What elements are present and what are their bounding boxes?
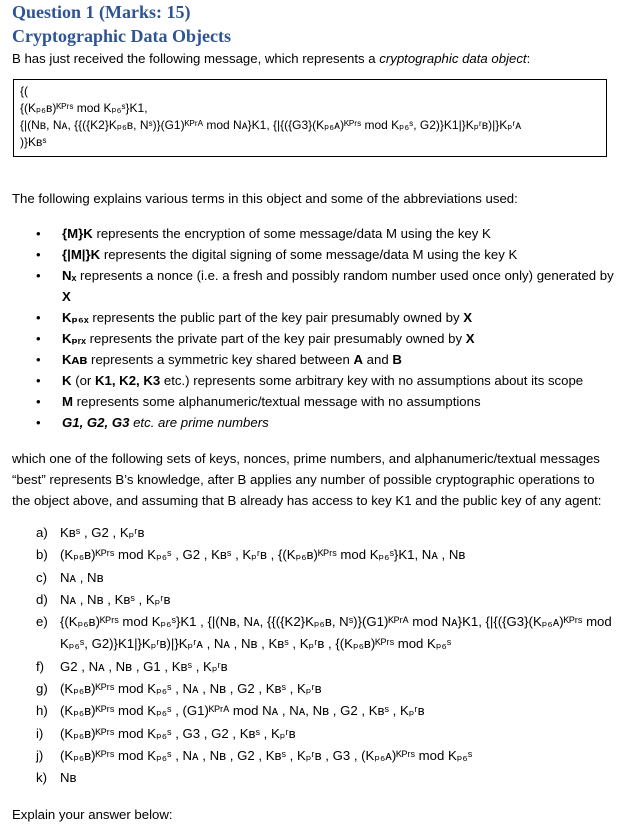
- list-item: • {M}K represents the encryption of some message/data M using the key K: [36, 226, 491, 241]
- list-item: • {|M|}K represents the digital signing of some message/data M using the key K: [36, 247, 518, 262]
- question-line-2: “best” represents B’s knowledge, after B applies any number of possible cryptographic operations to: [12, 472, 595, 487]
- option-g[interactable]: g) (Kₚ₆ʙ)ᴷᴾʳˢ mod Kₚ₆ˢ , Nᴀ , Nʙ , G2 , Kʙˢ , Kₚʳʙ: [36, 681, 322, 697]
- option-d[interactable]: d) Nᴀ , Nʙ , Kʙˢ , Kₚʳʙ: [36, 591, 171, 607]
- list-item: • Nₓ represents a nonce (i.e. a fresh and possibly random number used once only) generated by X: [36, 268, 614, 304]
- option-k[interactable]: k) Nʙ: [36, 770, 77, 786]
- intro-paragraph: [12, 49, 530, 69]
- question-line-3: the object above, and assuming that B already has access to key K1 and the public key of any agent:: [12, 493, 602, 508]
- question-heading: Question 1 (Marks: 15): [12, 2, 191, 22]
- list-item: • Kₚᵣₓ represents the private part of the key pair presumably owned by X: [36, 331, 475, 346]
- intro-suffix: :: [526, 51, 531, 66]
- list-item: • K (or K1, K2, K3 etc.) represents some arbitrary key with no assumptions about its scope: [36, 373, 584, 388]
- question-line-1: which one of the following sets of keys, nonces, prime numbers, and alphanumeric/textual messages: [12, 451, 600, 466]
- message-line-1: {(: [20, 84, 29, 98]
- definitions-list: [36, 223, 618, 433]
- option-j[interactable]: j) (Kₚ₆ʙ)ᴷᴾʳˢ mod Kₚ₆ˢ , Nᴀ , Nʙ , G2 , Kʙˢ , Kₚʳʙ , G3 , (Kₚ₆ᴀ)ᴷᴾʳˢ mod Kₚ₆ˢ: [36, 747, 473, 763]
- list-item: • Kₚ₆ₓ represents the public part of the key pair presumably owned by X: [36, 310, 473, 325]
- message-line-3: {|(Nʙ, Nᴀ, {{({K2}Kₚ₆ʙ, Nˢ)}(G1)ᴷᴾʳᴬ mod Nᴀ}K1, {|{({G3}(Kₚ₆ᴀ)ᴷᴾʳˢ mod Kₚ₆ˢ, G2)}K1|}Kₚʳʙ)|}Kₚʳᴀ: [20, 118, 522, 132]
- option-c[interactable]: c) Nᴀ , Nʙ: [36, 569, 104, 585]
- option-f[interactable]: f) G2 , Nᴀ , Nʙ , G1 , Kʙˢ , Kₚʳʙ: [36, 658, 228, 674]
- explain-intro: The following explains various terms in this object and some of the abbreviations used:: [12, 191, 518, 206]
- option-i[interactable]: i) (Kₚ₆ʙ)ᴷᴾʳˢ mod Kₚ₆ˢ , G3 , G2 , Kʙˢ , Kₚʳʙ: [36, 725, 296, 741]
- option-a[interactable]: a) Kʙˢ , G2 , Kₚʳʙ: [36, 525, 145, 540]
- intro-italic: cryptographic data object: [379, 51, 527, 66]
- message-box: [13, 79, 607, 157]
- intro-text: B has just received the following message, which represents a: [12, 51, 380, 66]
- message-line-4: )}Kʙˢ: [20, 135, 47, 149]
- option-h[interactable]: h) (Kₚ₆ʙ)ᴷᴾʳˢ mod Kₚ₆ˢ , (G1)ᴷᴾʳᴬ mod Nᴀ , Nᴀ, Nʙ , G2 , Kʙˢ , Kₚʳʙ: [36, 703, 425, 719]
- message-line-2: {(Kₚ₆ʙ)ᴷᴾʳˢ mod Kₚ₆ˢ}K1,: [20, 101, 148, 115]
- list-item: • M represents some alphanumeric/textual message with no assumptions: [36, 394, 481, 409]
- option-b[interactable]: b) (Kₚ₆ʙ)ᴷᴾʳˢ mod Kₚ₆ˢ , G2 , Kʙˢ , Kₚʳʙ , {(Kₚ₆ʙ)ᴷᴾʳˢ mod Kₚ₆ˢ}K1, Nᴀ , Nʙ: [36, 547, 466, 563]
- explain-prompt: Explain your answer below:: [12, 807, 173, 822]
- section-title: Cryptographic Data Objects: [12, 26, 231, 46]
- option-e-continued: Kₚ₆ˢ, G2)}K1|}Kₚʳʙ)|}Kₚʳᴀ , Nᴀ , Nʙ , Kʙˢ , Kₚʳʙ , {(Kₚ₆ʙ)ᴷᴾʳˢ mod Kₚ₆ˢ: [60, 636, 452, 652]
- option-e[interactable]: e) {(Kₚ₆ʙ)ᴷᴾʳˢ mod Kₚ₆ˢ}K1 , {|(Nʙ, Nᴀ, {{({K2}Kₚ₆ʙ, Nˢ)}(G1)ᴷᴾʳᴬ mod Nᴀ}K1, {|{({G3}(Kₚ₆ᴀ)ᴷᴾʳˢ mod: [36, 614, 612, 630]
- list-item: • Kᴀʙ represents a symmetric key shared between A and B: [36, 352, 402, 367]
- options-list: [36, 522, 627, 790]
- list-item: • G1, G2, G3 etc. are prime numbers: [36, 415, 269, 430]
